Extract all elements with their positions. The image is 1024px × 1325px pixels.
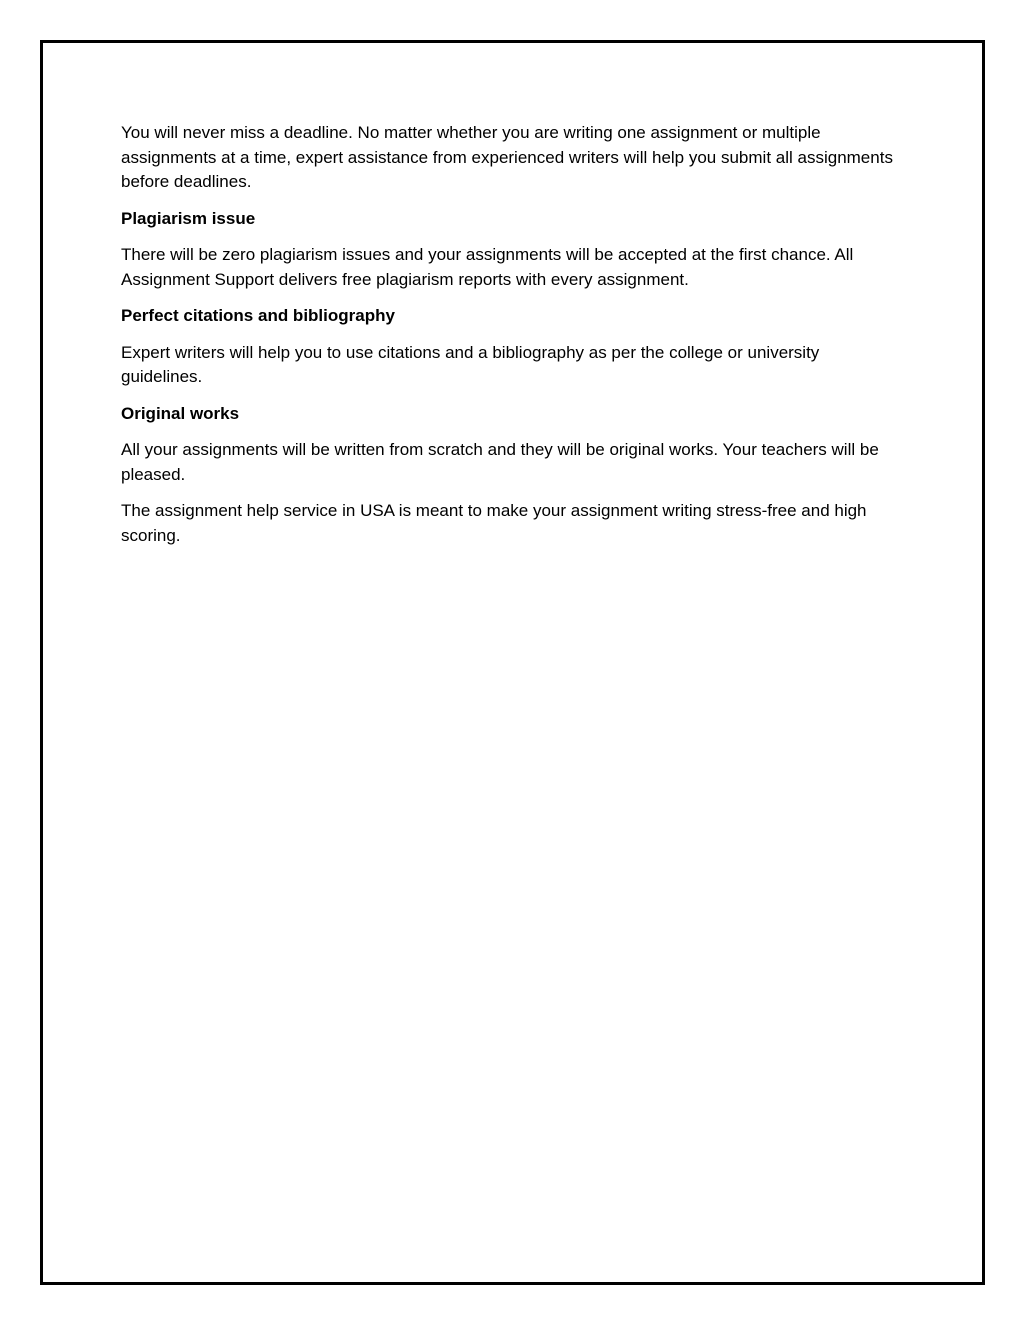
heading-plagiarism-issue: Plagiarism issue bbox=[121, 208, 256, 228]
paragraph-original-works: All your assignments will be written from scratch and they will be original works. Your teachers will be pleased. bbox=[121, 440, 879, 484]
paragraph-citations: Expert writers will help you to use citations and a bibliography as per the college or university guidelines. bbox=[121, 342, 820, 386]
paragraph-plagiarism: There will be zero plagiarism issues and your assignments will be accepted at the first chance. All Assignment Support delivers free plagiarism reports with every assignment. bbox=[121, 245, 854, 289]
paragraph-deadline: You will never miss a deadline. No matter whether you are writing one assignment or multiple assignments at a time, expert assistance from experienced writers will help you submit all assignments before deadlines. bbox=[121, 123, 893, 191]
document-body bbox=[121, 121, 905, 560]
heading-original-works: Original works bbox=[121, 403, 240, 423]
page-frame bbox=[40, 40, 985, 1285]
paragraph-service-summary: The assignment help service in USA is meant to make your assignment writing stress-free and high scoring. bbox=[121, 501, 867, 545]
heading-citations-bibliography: Perfect citations and bibliography bbox=[121, 306, 395, 325]
